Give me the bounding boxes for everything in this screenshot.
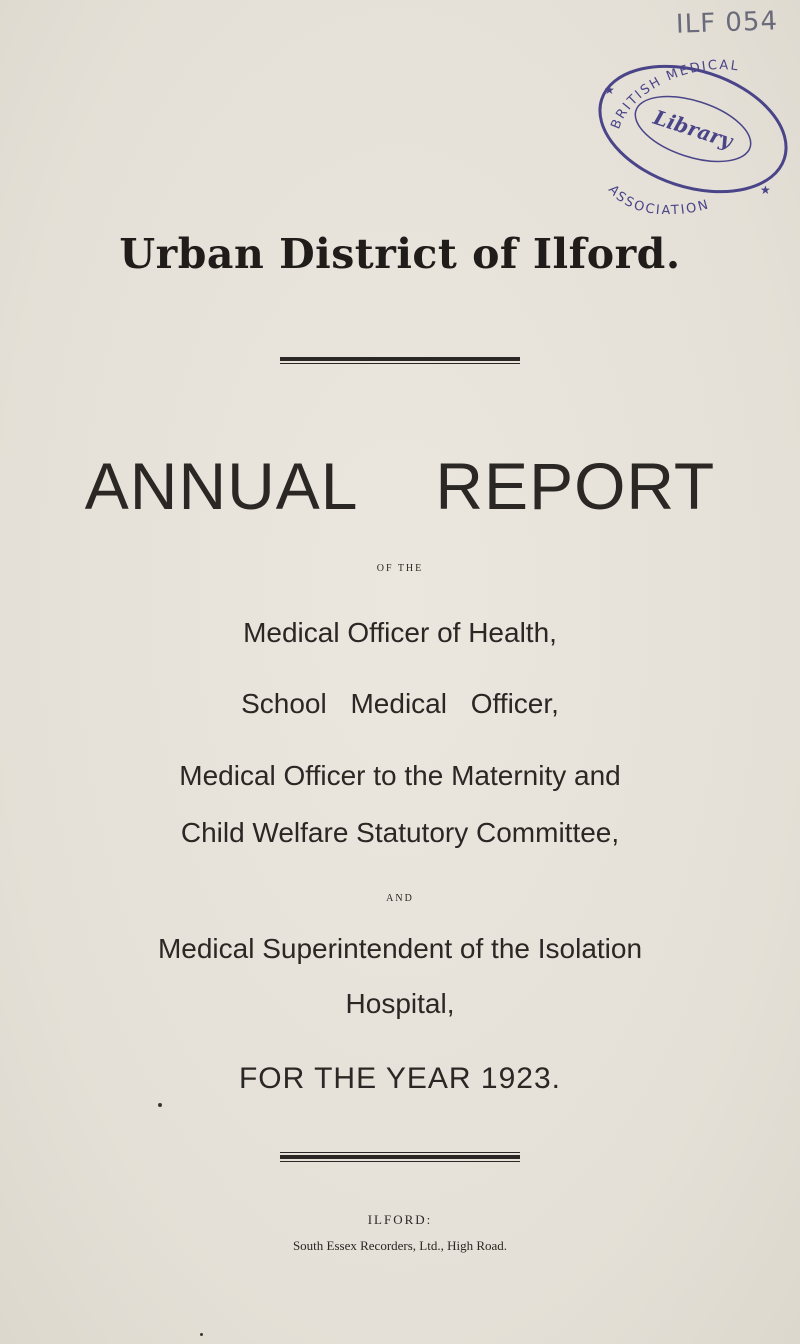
role-line: Child Welfare Statutory Committee,	[180, 817, 620, 848]
imprint-printer: South Essex Recorders, Ltd., High Road.	[292, 1238, 508, 1253]
stamp-star-icon: ★	[604, 83, 615, 97]
stamp-text-top: BRITISH MEDICAL	[608, 57, 741, 132]
divider-rule	[280, 1152, 520, 1162]
role-line: Medical Officer to the Maternity and	[179, 760, 621, 791]
divider-rule	[280, 357, 520, 364]
of-the-label: OF THE	[376, 563, 424, 574]
stamp-oval-icon	[588, 44, 798, 214]
imprint-place: ILFORD:	[367, 1212, 433, 1227]
district-heading: Urban District of Ilford.	[119, 230, 681, 278]
ink-speck	[200, 1333, 203, 1336]
catalog-mark: ILF 054	[675, 6, 779, 40]
stamp-star-icon: ★	[760, 183, 771, 197]
library-stamp	[588, 44, 798, 214]
stamp-text-center: Library	[650, 105, 736, 153]
role-line: Hospital,	[345, 988, 455, 1019]
report-title: ANNUAL REPORT	[84, 449, 716, 523]
role-line: School Medical Officer,	[241, 688, 559, 719]
role-line: Medical Superintendent of the Isolation	[157, 933, 643, 964]
stamp-text-bottom: ASSOCIATION	[604, 182, 712, 214]
year-line: FOR THE YEAR 1923.	[238, 1062, 561, 1095]
and-label: AND	[386, 893, 414, 904]
role-line: Medical Officer of Health,	[243, 617, 557, 648]
ink-speck	[158, 1103, 162, 1107]
